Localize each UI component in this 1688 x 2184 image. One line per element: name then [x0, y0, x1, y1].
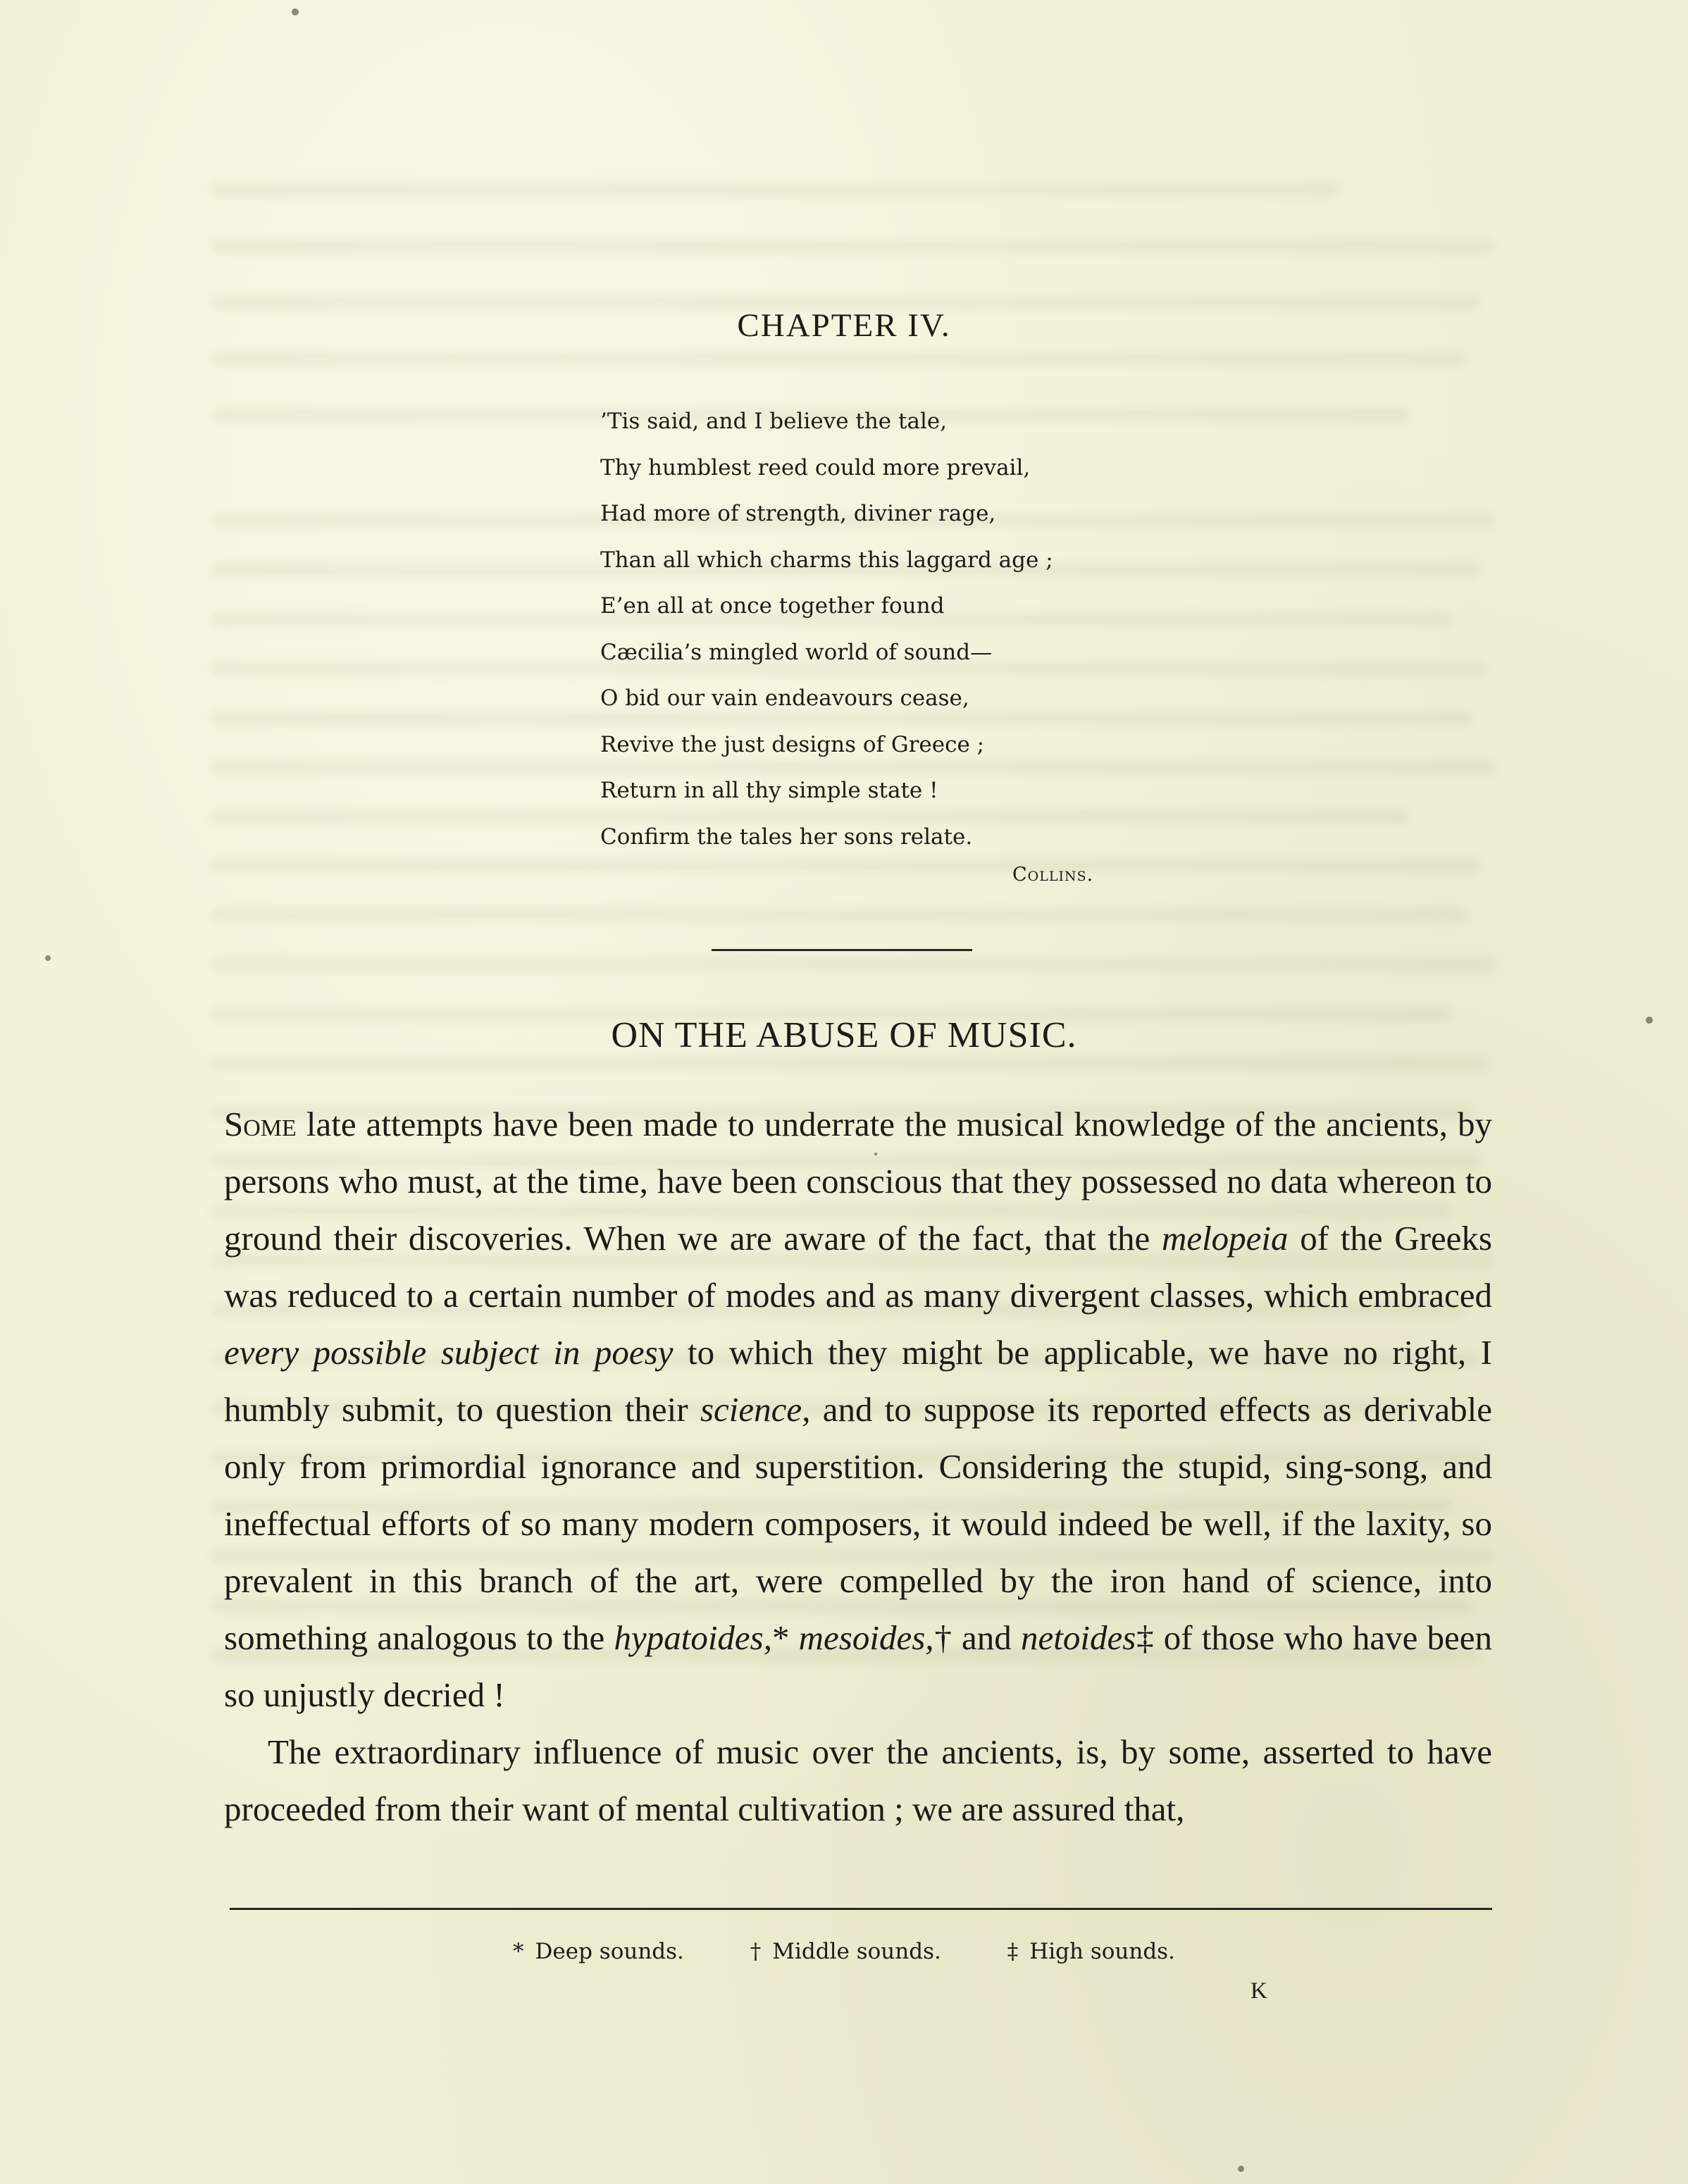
paragraph-2: The extraordinary influence of music over the ancients, is, by some, asserted to have proceeded from their want of mental cultivation ; we are assured that, — [224, 1732, 1492, 1828]
footnote-ref: ‡ — [1136, 1618, 1155, 1657]
footnote — [513, 1939, 684, 1964]
opening-word: Some — [224, 1105, 297, 1143]
epigraph-line: Than all which charms this laggard age ; — [600, 547, 1053, 573]
epigraph-line: Confirm the tales her sons relate. — [600, 824, 973, 850]
footnote-mark: * — [513, 1939, 524, 1964]
text-run: late attempts have been made to underrate the musical knowledge of the ancients, by persons who must, at the time, have been conscious that they possessed no data whereon to ground their discoveries. When we are aware of the fact, that the — [224, 1105, 1492, 1258]
signature-mark: K — [1251, 1978, 1267, 2004]
text-run: of the Greeks was reduced to a certain number of modes and as many divergent classes, which embraced — [224, 1219, 1492, 1315]
text-run: and to suppose its reported effects as derivable only from primordial ignorance and superstition. Considering the stupid, sing-song, and ineffectual efforts of so many modern composers, it would indeed be well, if the laxity, so prevalent in this branch of the art, were compelled by the iron hand of science, into something analogous to the — [224, 1390, 1492, 1657]
footnote-ref: † — [933, 1618, 952, 1657]
epigraph-line: Thy humblest reed could more prevail, — [600, 454, 1031, 480]
paper-speck — [1238, 2166, 1244, 2172]
text-run: of those who have been so unjustly decried ! — [224, 1618, 1493, 1714]
italic-term: melopeia — [1161, 1219, 1289, 1258]
epigraph-poem — [600, 399, 1136, 886]
footnote-mark: † — [750, 1939, 762, 1964]
epigraph-line: Revive the just designs of Greece ; — [600, 731, 985, 757]
footnotes — [0, 1939, 1688, 1964]
text-run: to which they might be applicable, we have no right, I humbly submit, to question their — [224, 1333, 1492, 1429]
paper-speck — [874, 1153, 877, 1155]
paper-speck — [1646, 1017, 1653, 1024]
chapter-heading: CHAPTER IV. — [737, 307, 951, 344]
epigraph-line: Cæcilia’s mingled world of sound— — [600, 639, 993, 665]
footnote-rule — [230, 1908, 1492, 1910]
epigraph-line: ’Tis said, and I believe the tale, — [600, 409, 948, 434]
epigraph-line: Return in all thy simple state ! — [600, 778, 938, 803]
italic-term: hypatoides, — [614, 1618, 772, 1657]
text-run: and — [952, 1618, 1021, 1657]
footnote — [750, 1939, 941, 1964]
footnote-text: Middle sounds. — [772, 1939, 941, 1964]
epigraph-line: O bid our vain endeavours cease, — [600, 685, 969, 711]
epigraph-line: E’en all at once together found — [600, 593, 945, 619]
paper-speck — [45, 955, 51, 961]
section-title: ON THE ABUSE OF MUSIC. — [611, 1015, 1077, 1055]
epigraph-attribution: Collins. — [1012, 864, 1094, 886]
footnote-ref: * — [772, 1618, 790, 1657]
italic-phrase: every possible subject in poesy — [224, 1333, 674, 1372]
text-run — [790, 1618, 799, 1657]
footnote-mark: ‡ — [1007, 1939, 1019, 1964]
footnote — [1007, 1939, 1175, 1964]
italic-term: science, — [700, 1390, 811, 1429]
paper-speck — [292, 8, 299, 15]
section-divider-rule — [712, 949, 972, 951]
body-text — [224, 1096, 1492, 1837]
paragraph-1 — [224, 1096, 1492, 1723]
epigraph-line: Had more of strength, diviner rage, — [600, 501, 996, 526]
footnote-text: High sounds. — [1029, 1939, 1175, 1964]
italic-term: netoides — [1020, 1618, 1136, 1657]
italic-term: mesoides, — [798, 1618, 934, 1657]
footnote-text: Deep sounds. — [535, 1939, 684, 1964]
